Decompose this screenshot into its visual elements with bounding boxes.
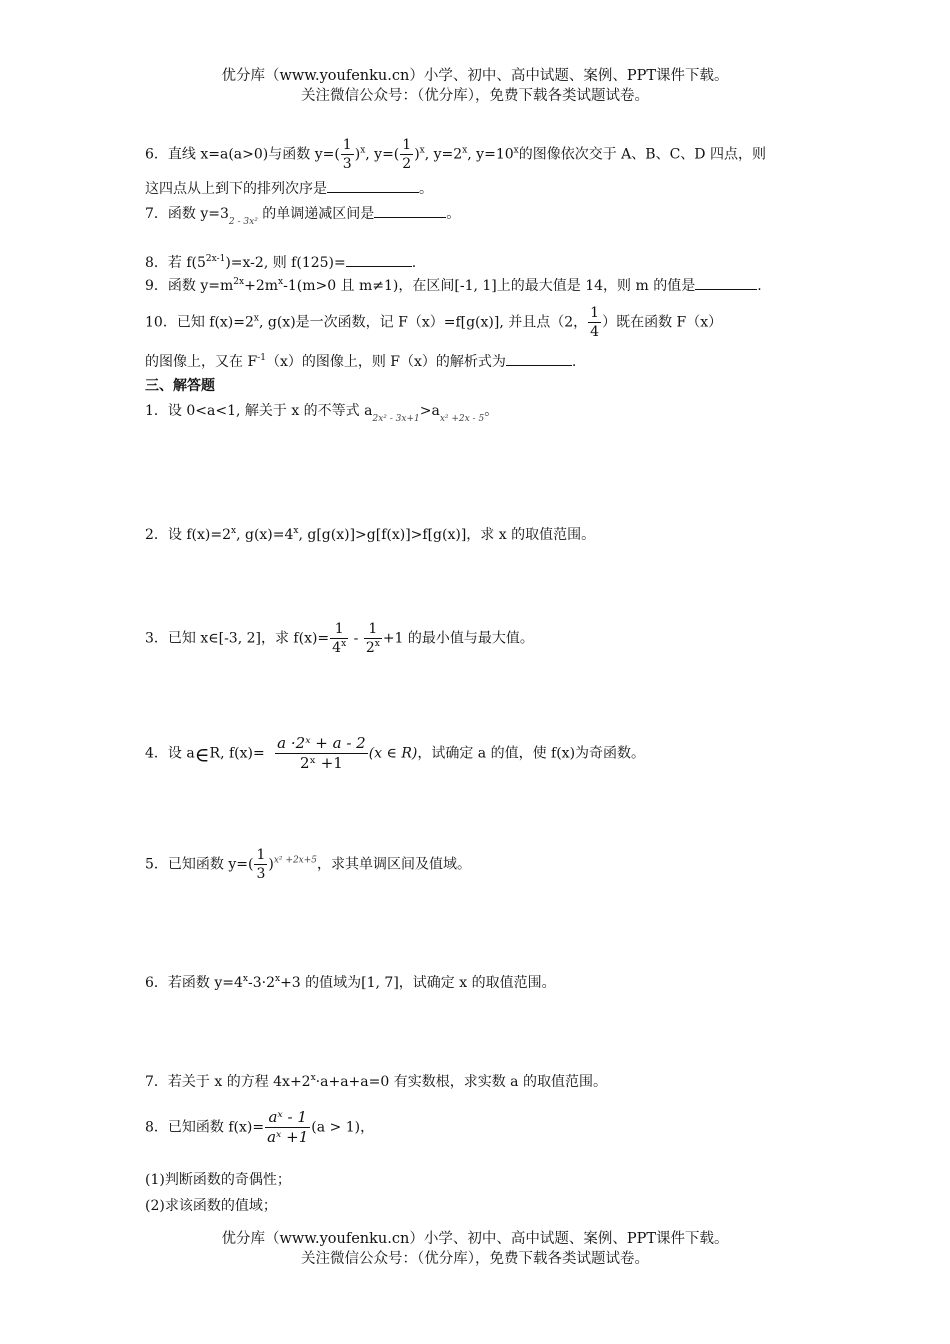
answer-q1: 1．设 0<a<1, 解关于 x 的不等式 $a_{2x^2 - 3x+1}>a_{x^2 +2x - 5}$。 (145, 403, 499, 424)
header-line-1: 优分库（www.youfenku.cn）小学、初中、高中试题、案例、PPT课件下载。 (221, 68, 729, 84)
answer-blank[interactable] (374, 203, 446, 218)
answer-q5: 5．已知函数 y=( $\frac{1}{3}$ )$^{x^2 +2x+5}$，求其单调区间及值域。 (145, 847, 472, 882)
fraction-one-over-2x: $\frac{1}{2^x}$ (365, 621, 380, 656)
page-footer (0, 1229, 950, 1269)
fill-in-q10-line2: 的图像上，又在 $F^{-1}(x)$的图像上，则 F（x）的解析式为 . (145, 353, 577, 370)
fill-in-q7: 7．函数 $y=3_{2 - 3x^2}$ 的单调递减区间是 。 (145, 203, 460, 232)
answer-q3: 3．已知 x∈[-3, 2]，求 f(x)= $\frac{1}{4^x}$ - $\frac{1}{2^x}$ +1 的最小值与最大值。 (145, 621, 534, 656)
fraction-one-third: $\frac{1}{3}$ (342, 137, 352, 172)
header-line-2: 关注微信公众号：（优分库），免费下载各类试题试卷。 (301, 88, 649, 104)
fill-in-q6: 6．直线 x=a(a>0)与函数 y=( $\frac{1}{3}$ )$^x$, y=( $\frac{1}{2}$ )$^x$, $y=2^x$, $y=10^x$的图像依次交于 A、B、C、D 四点，则 (145, 137, 766, 172)
footer-line-1: 优分库（www.youfenku.cn）小学、初中、高中试题、案例、PPT课件下载。 (221, 1231, 729, 1247)
answer-q8-part2: (2)求该函数的值域； (145, 1198, 277, 1214)
section-title: 三、解答题 (145, 378, 215, 394)
fill-in-q10: 10．已知 $f(x)=2^x$, g(x)是一次函数，记 F（x）=f[g(x)], 并且点（2， $\frac{1}{4}$ ）既在函数 F（x） (145, 305, 723, 340)
fill-in-q9: 9．函数 $y=m^{2x}+2m^x-1(m>0$ 且 m≠1)，在区间[-1, 1]上的最大值是 14，则 m 的值是 . (145, 277, 762, 294)
fraction-odd-function: $\frac{\text{a ·2ˣ + a - 2}}{\text{2ˣ +1}}$ (277, 734, 366, 772)
q6-text: 6．直线 x=a(a>0)与函数 y=( (145, 146, 340, 163)
fraction-one-half: $\frac{1}{2}$ (402, 137, 412, 172)
footer-line-2: 关注微信公众号：（优分库），免费下载各类试题试卷。 (301, 1251, 649, 1267)
fraction-one-quarter: $\frac{1}{4}$ (590, 305, 600, 340)
answer-q8: 8．已知函数 f(x)= $\frac{\text{aˣ - 1}}{\text{aˣ +1}}$ (a > 1)， (145, 1108, 375, 1146)
fill-in-q6-line2: 这四点从上到下的排列次序是 。 (145, 178, 433, 199)
fraction-one-third: $\frac{1}{3}$ (256, 847, 266, 882)
answer-blank[interactable] (506, 351, 572, 366)
answer-q8-part1: (1)判断函数的奇偶性； (145, 1172, 291, 1188)
answer-blank[interactable] (327, 178, 419, 193)
answer-blank[interactable] (346, 252, 412, 267)
answer-q6: 6．若函数 $y=4^x-3\cdot 2^x+3$ 的值域为[1, 7]，试确定 x 的取值范围。 (145, 974, 556, 991)
answer-q7: 7．若关于 x 的方程 $4x+2^x\cdot a+a+a=0$ 有实数根，求实数 a 的取值范围。 (145, 1073, 607, 1090)
answer-q2: 2．设 $f(x)=2^x$, $g(x)=4^x$, g[g(x)]>g[f(x)]>f[g(x)]，求 x 的取值范围。 (145, 526, 596, 543)
fill-in-q8: 8．若 $f(5^{2x-1})=x-2$, 则 f(125)= . (145, 254, 417, 271)
fraction-one-over-4x: $\frac{1}{4^x}$ (332, 621, 347, 656)
answer-q4: 4．设 a∈R, f(x)= $\frac{\text{a ·2ˣ + a - 2}}{\text{2ˣ +1}}$ (x ∈ R)，试确定 a 的值，使 f(x)为奇函数。 (145, 734, 646, 772)
answer-blank[interactable] (695, 275, 757, 290)
page-header (0, 66, 950, 106)
fraction-ax: $\frac{\text{aˣ - 1}}{\text{aˣ +1}}$ (267, 1108, 309, 1146)
